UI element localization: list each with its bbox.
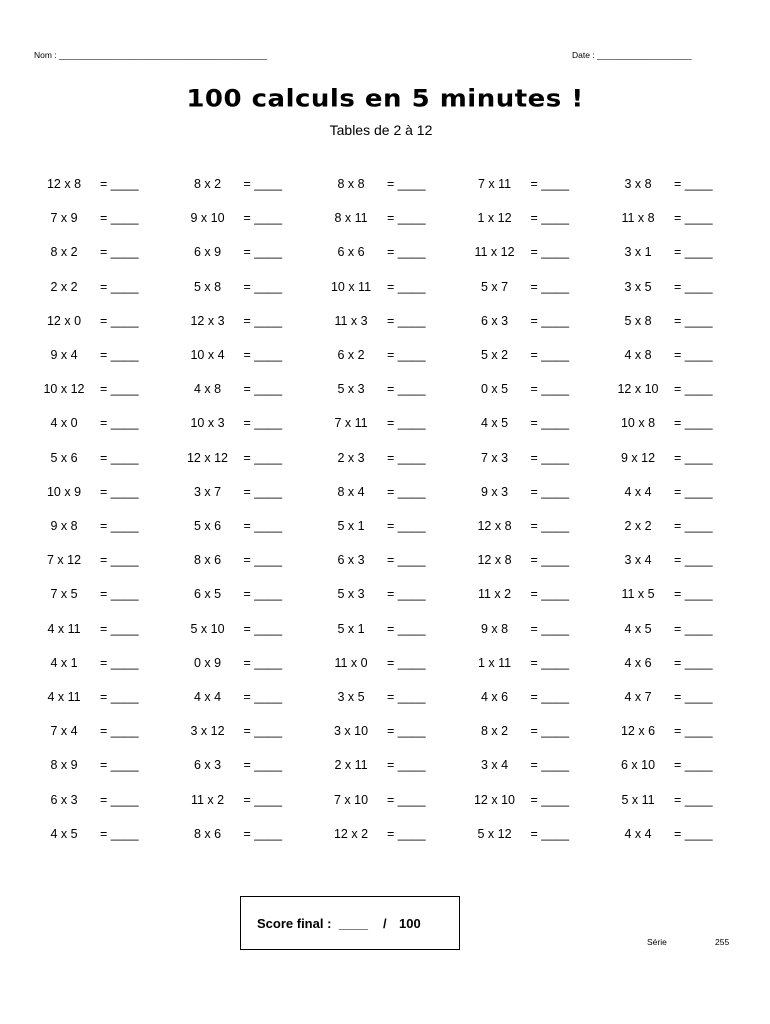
- calc-expression: 3 x 7: [193, 484, 222, 499]
- calc-expression: 12 x 10: [473, 792, 515, 807]
- answer-blank[interactable]: = ____: [243, 724, 283, 739]
- answer-blank[interactable]: = ____: [100, 416, 139, 431]
- answer-blank[interactable]: = ____: [530, 621, 570, 636]
- calc-expression: 7 x 9: [50, 211, 78, 226]
- calc-expression: 11 x 8: [621, 211, 655, 226]
- answer-blank[interactable]: = ____: [243, 313, 283, 328]
- calc-expression: 11 x 3: [334, 313, 368, 328]
- calc-expression: 8 x 2: [50, 245, 78, 260]
- score-total: 100: [399, 916, 421, 931]
- answer-blank[interactable]: = ____: [530, 724, 570, 739]
- calc-expression: 3 x 5: [337, 690, 365, 704]
- answer-blank[interactable]: = ____: [674, 177, 713, 191]
- calc-expression: 5 x 10: [190, 621, 225, 636]
- calc-expression: 11 x 2: [190, 792, 225, 807]
- calc-expression: 3 x 10: [333, 724, 369, 739]
- score-label: Score final :: [257, 916, 332, 931]
- calc-expression: 3 x 12: [190, 724, 225, 739]
- calc-expression: 4 x 4: [193, 690, 222, 704]
- answer-blank[interactable]: = ____: [100, 792, 139, 807]
- answer-blank[interactable]: = ____: [100, 553, 139, 568]
- calc-expression: 6 x 9: [193, 245, 222, 260]
- calc-expression: 4 x 8: [193, 382, 222, 397]
- calc-expression: 2 x 3: [337, 450, 365, 465]
- calc-expression: 4 x 7: [624, 690, 652, 704]
- calc-expression: 5 x 6: [193, 519, 222, 533]
- answer-blank[interactable]: = ____: [530, 211, 570, 226]
- answer-blank[interactable]: = ____: [387, 690, 426, 704]
- answer-blank[interactable]: = ____: [387, 279, 426, 294]
- calc-expression: 7 x 5: [50, 587, 78, 602]
- calc-expression: 4 x 8: [624, 348, 652, 362]
- answer-blank[interactable]: = ____: [243, 826, 283, 841]
- calc-expression: 5 x 11: [621, 792, 655, 807]
- answer-blank[interactable]: = ____: [100, 245, 139, 260]
- calc-expression: 9 x 10: [190, 211, 225, 226]
- calc-expression: 3 x 1: [624, 245, 652, 260]
- calc-expression: 9 x 4: [50, 348, 78, 362]
- calc-expression: 12 x 8: [477, 553, 512, 568]
- answer-blank[interactable]: = ____: [387, 724, 426, 739]
- answer-blank[interactable]: = ____: [530, 519, 570, 533]
- answer-blank[interactable]: = ____: [243, 245, 283, 260]
- answer-blank[interactable]: = ____: [100, 348, 139, 362]
- answer-blank[interactable]: = ____: [243, 279, 283, 294]
- calc-expression: 12 x 6: [620, 724, 656, 739]
- calc-expression: 8 x 8: [337, 177, 365, 191]
- answer-blank[interactable]: = ____: [674, 621, 713, 636]
- answer-blank[interactable]: = ____: [100, 587, 139, 602]
- calc-expression: 9 x 8: [50, 519, 78, 533]
- answer-blank[interactable]: = ____: [243, 690, 283, 704]
- answer-blank[interactable]: = ____: [387, 450, 426, 465]
- answer-blank[interactable]: = ____: [243, 621, 283, 636]
- answer-blank[interactable]: = ____: [387, 519, 426, 533]
- answer-blank[interactable]: = ____: [387, 621, 426, 636]
- calc-expression: 12 x 2: [333, 826, 369, 841]
- calc-expression: 1 x 11: [477, 655, 512, 670]
- answer-blank[interactable]: = ____: [674, 655, 713, 670]
- answer-blank[interactable]: = ____: [674, 587, 713, 602]
- answer-blank[interactable]: = ____: [243, 348, 283, 362]
- answer-blank[interactable]: = ____: [674, 279, 713, 294]
- calc-expression: 10 x 9: [46, 484, 82, 499]
- answer-blank[interactable]: = ____: [530, 416, 570, 431]
- page-title: 100 calculs en 5 minutes !: [186, 85, 584, 113]
- answer-blank[interactable]: = ____: [100, 211, 139, 226]
- answer-blank[interactable]: = ____: [243, 758, 283, 773]
- page-subtitle: Tables de 2 à 12: [329, 122, 433, 138]
- answer-blank[interactable]: = ____: [674, 450, 713, 465]
- serie-number: 255: [715, 937, 730, 947]
- answer-blank[interactable]: = ____: [243, 177, 283, 191]
- calc-expression: 1 x 12: [477, 211, 512, 226]
- answer-blank[interactable]: = ____: [387, 348, 426, 362]
- calc-expression: 4 x 0: [50, 416, 78, 431]
- answer-blank[interactable]: = ____: [243, 655, 283, 670]
- calc-expression: 4 x 6: [624, 655, 652, 670]
- calc-expression: 8 x 2: [193, 177, 222, 191]
- serie-label: Série: [647, 937, 667, 947]
- calculation-grid: [34, 177, 734, 857]
- answer-blank[interactable]: = ____: [387, 655, 426, 670]
- calc-expression: 2 x 2: [50, 279, 78, 294]
- calc-expression: 5 x 2: [480, 348, 509, 362]
- calc-expression: 8 x 11: [334, 211, 368, 226]
- answer-blank[interactable]: = ____: [100, 621, 139, 636]
- calc-expression: 5 x 6: [50, 450, 78, 465]
- calc-expression: 12 x 8: [477, 519, 512, 533]
- calc-expression: 4 x 5: [624, 621, 652, 636]
- answer-blank[interactable]: = ____: [243, 382, 283, 397]
- answer-blank[interactable]: = ____: [674, 690, 713, 704]
- answer-blank[interactable]: = ____: [530, 450, 570, 465]
- answer-blank[interactable]: = ____: [387, 382, 426, 397]
- calc-expression: 12 x 12: [186, 450, 228, 465]
- answer-blank[interactable]: = ____: [530, 279, 570, 294]
- calc-expression: 8 x 6: [193, 826, 222, 841]
- answer-blank[interactable]: = ____: [674, 313, 713, 328]
- score-blank: ____: [339, 916, 368, 931]
- answer-blank[interactable]: = ____: [100, 724, 139, 739]
- calc-expression: 5 x 8: [624, 313, 652, 328]
- calc-expression: 9 x 8: [480, 621, 509, 636]
- calc-expression: 7 x 4: [50, 724, 78, 739]
- calc-expression: 2 x 2: [624, 519, 652, 533]
- calc-expression: 4 x 11: [47, 621, 81, 636]
- answer-blank[interactable]: = ____: [530, 587, 570, 602]
- calc-expression: 7 x 11: [477, 177, 512, 191]
- answer-blank[interactable]: = ____: [243, 792, 283, 807]
- calc-expression: 10 x 12: [43, 382, 85, 397]
- calc-expression: 4 x 11: [47, 690, 81, 704]
- calc-expression: 5 x 3: [337, 382, 365, 397]
- answer-blank[interactable]: = ____: [100, 279, 139, 294]
- calc-expression: 6 x 3: [193, 758, 222, 773]
- calc-expression: 11 x 2: [477, 587, 512, 602]
- answer-blank[interactable]: = ____: [100, 655, 139, 670]
- calc-expression: 0 x 5: [480, 382, 509, 397]
- answer-blank[interactable]: = ____: [674, 211, 713, 226]
- calc-expression: 8 x 6: [193, 553, 222, 568]
- calc-expression: 3 x 4: [480, 758, 509, 773]
- answer-blank[interactable]: = ____: [530, 655, 570, 670]
- calc-expression: 7 x 11: [334, 416, 368, 431]
- calc-expression: 6 x 2: [337, 348, 365, 362]
- calc-expression: 10 x 3: [190, 416, 225, 431]
- answer-blank[interactable]: = ____: [100, 382, 139, 397]
- answer-blank[interactable]: = ____: [100, 690, 139, 704]
- calc-expression: 5 x 7: [480, 279, 509, 294]
- calc-expression: 2 x 11: [334, 758, 368, 773]
- calc-expression: 3 x 8: [624, 177, 652, 191]
- answer-blank[interactable]: = ____: [530, 792, 570, 807]
- calc-expression: 4 x 5: [480, 416, 509, 431]
- answer-blank[interactable]: = ____: [243, 450, 283, 465]
- answer-blank[interactable]: = ____: [387, 245, 426, 260]
- calc-expression: 10 x 4: [190, 348, 225, 362]
- calc-expression: 6 x 3: [337, 553, 365, 568]
- calc-expression: 11 x 5: [621, 587, 655, 602]
- calc-expression: 6 x 6: [337, 245, 365, 260]
- answer-blank[interactable]: = ____: [387, 826, 426, 841]
- answer-blank[interactable]: = ____: [100, 826, 139, 841]
- answer-blank[interactable]: = ____: [530, 313, 570, 328]
- answer-blank[interactable]: = ____: [387, 792, 426, 807]
- calc-expression: 5 x 1: [337, 621, 365, 636]
- score-box: [240, 896, 460, 950]
- calc-expression: 4 x 4: [624, 826, 652, 841]
- answer-blank[interactable]: = ____: [674, 519, 713, 533]
- answer-blank[interactable]: = ____: [530, 382, 570, 397]
- date-field-line: Date : ____________________: [572, 50, 692, 60]
- answer-blank[interactable]: = ____: [387, 553, 426, 568]
- calc-expression: 11 x 0: [334, 655, 368, 670]
- calc-expression: 4 x 1: [50, 655, 78, 670]
- calc-expression: 6 x 3: [480, 313, 509, 328]
- calc-expression: 12 x 3: [190, 313, 225, 328]
- score-slash: /: [383, 916, 387, 931]
- answer-blank[interactable]: = ____: [674, 826, 713, 841]
- answer-blank[interactable]: = ____: [530, 348, 570, 362]
- answer-blank[interactable]: = ____: [243, 211, 283, 226]
- calc-expression: 3 x 4: [624, 553, 652, 568]
- calc-expression: 9 x 3: [480, 484, 509, 499]
- answer-blank[interactable]: = ____: [674, 553, 713, 568]
- calc-expression: 9 x 12: [620, 450, 656, 465]
- calc-expression: 11 x 12: [474, 245, 515, 260]
- calc-expression: 6 x 3: [50, 792, 78, 807]
- calc-expression: 8 x 4: [337, 484, 365, 499]
- answer-blank[interactable]: = ____: [243, 416, 283, 431]
- answer-blank[interactable]: = ____: [243, 519, 283, 533]
- calc-expression: 5 x 8: [193, 279, 222, 294]
- answer-blank[interactable]: = ____: [100, 450, 139, 465]
- answer-blank[interactable]: = ____: [100, 758, 139, 773]
- answer-blank[interactable]: = ____: [530, 484, 570, 499]
- answer-blank[interactable]: = ____: [100, 313, 139, 328]
- answer-blank[interactable]: = ____: [530, 553, 570, 568]
- calc-expression: 4 x 4: [624, 484, 652, 499]
- name-field-line: Nom : ____________________________________________: [34, 50, 268, 60]
- calc-expression: 5 x 1: [337, 519, 365, 533]
- answer-blank[interactable]: = ____: [243, 553, 283, 568]
- calc-expression: 10 x 11: [330, 279, 372, 294]
- calc-expression: 7 x 3: [480, 450, 509, 465]
- answer-blank[interactable]: = ____: [530, 245, 570, 260]
- answer-blank[interactable]: = ____: [530, 177, 570, 191]
- answer-blank[interactable]: = ____: [674, 416, 713, 431]
- answer-blank[interactable]: = ____: [530, 826, 570, 841]
- calc-expression: 10 x 8: [620, 416, 656, 431]
- answer-blank[interactable]: = ____: [100, 519, 139, 533]
- answer-blank[interactable]: = ____: [100, 484, 139, 499]
- answer-blank[interactable]: = ____: [387, 211, 426, 226]
- answer-blank[interactable]: = ____: [387, 416, 426, 431]
- calc-expression: 12 x 0: [46, 313, 82, 328]
- calc-expression: 3 x 5: [624, 279, 652, 294]
- calc-expression: 8 x 2: [480, 724, 509, 739]
- calc-expression: 4 x 5: [50, 826, 78, 841]
- answer-blank[interactable]: = ____: [387, 758, 426, 773]
- calc-expression: 6 x 10: [620, 758, 656, 773]
- calc-expression: 12 x 10: [617, 382, 659, 397]
- calc-expression: 5 x 12: [477, 826, 512, 841]
- answer-blank[interactable]: = ____: [674, 245, 713, 260]
- answer-blank[interactable]: = ____: [387, 177, 426, 191]
- answer-blank[interactable]: = ____: [243, 484, 283, 499]
- answer-blank[interactable]: = ____: [674, 758, 713, 773]
- calc-expression: 7 x 12: [46, 553, 82, 568]
- answer-blank[interactable]: = ____: [387, 587, 426, 602]
- calc-expression: 4 x 6: [480, 690, 509, 704]
- answer-blank[interactable]: = ____: [243, 587, 283, 602]
- answer-blank[interactable]: = ____: [387, 313, 426, 328]
- calc-expression: 8 x 9: [50, 758, 78, 773]
- answer-blank[interactable]: = ____: [674, 724, 713, 739]
- calc-expression: 12 x 8: [46, 177, 82, 191]
- answer-blank[interactable]: = ____: [674, 382, 713, 397]
- calc-expression: 0 x 9: [193, 655, 222, 670]
- answer-blank[interactable]: = ____: [530, 758, 570, 773]
- answer-blank[interactable]: = ____: [674, 484, 713, 499]
- answer-blank[interactable]: = ____: [674, 792, 713, 807]
- calc-expression: 5 x 3: [337, 587, 365, 602]
- answer-blank[interactable]: = ____: [674, 348, 713, 362]
- calc-expression: 7 x 10: [333, 792, 369, 807]
- calc-expression: 6 x 5: [193, 587, 222, 602]
- answer-blank[interactable]: = ____: [530, 690, 570, 704]
- answer-blank[interactable]: = ____: [387, 484, 426, 499]
- answer-blank[interactable]: = ____: [100, 177, 139, 191]
